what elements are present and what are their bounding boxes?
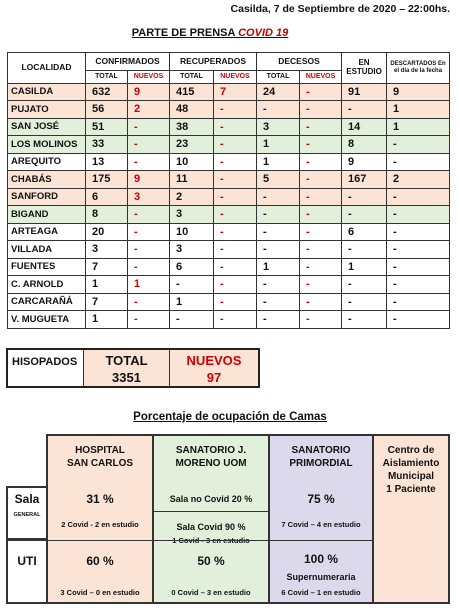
- prim-uti-note: 6 Covid – 1 en estudio: [281, 588, 361, 597]
- cell-ct: 7: [86, 258, 128, 276]
- cell-rn: -: [214, 241, 257, 259]
- cell-de: -: [387, 136, 450, 154]
- hospital-uti-pct: 60 %: [86, 554, 114, 568]
- cell-dn: -: [300, 276, 342, 294]
- cell-ee: 1: [342, 258, 387, 276]
- cell-de: 2: [387, 171, 450, 189]
- page-title: [0, 27, 420, 39]
- cell-rn: -: [214, 153, 257, 171]
- cell-rt: 11: [170, 171, 214, 189]
- cell-rt: 3: [170, 241, 214, 259]
- centro-l3: Municipal: [387, 471, 435, 482]
- cell-cn: -: [128, 136, 170, 154]
- cell-dn: -: [300, 258, 342, 276]
- cell-rn: -: [214, 293, 257, 311]
- uti-label: UTI: [17, 554, 37, 568]
- hisopados-nuevos: [170, 350, 258, 386]
- cell-localidad: V. MUGUETA: [8, 311, 86, 329]
- cell-rt: 10: [170, 153, 214, 171]
- header-decesos: DECESOS: [257, 53, 342, 71]
- hospital-uti-note: 3 Covid – 0 en estudio: [60, 588, 140, 597]
- cell-dt: 1: [257, 153, 300, 171]
- sala-label: Sala: [14, 492, 40, 506]
- sjm-sala-covid: Sala Covid 90 %: [176, 522, 246, 532]
- cell-dt: 1: [257, 258, 300, 276]
- table-row: [8, 293, 450, 311]
- cell-rt: -: [170, 276, 214, 294]
- cell-rt: 23: [170, 136, 214, 154]
- cell-ee: -: [342, 101, 387, 119]
- title-prefix: PARTE DE PRENSA: [131, 27, 239, 39]
- cell-localidad: CHABÁS: [8, 171, 86, 189]
- cell-rt: 2: [170, 188, 214, 206]
- cell-ee: -: [342, 188, 387, 206]
- cell-dn: -: [300, 153, 342, 171]
- cell-rn: -: [214, 276, 257, 294]
- cell-dt: 1: [257, 136, 300, 154]
- cell-ct: 175: [86, 171, 128, 189]
- cell-localidad: C. ARNOLD: [8, 276, 86, 294]
- cell-ct: 13: [86, 153, 128, 171]
- table-row: [8, 171, 450, 189]
- cell-ee: -: [342, 293, 387, 311]
- cell-de: 9: [387, 83, 450, 101]
- sub-nuevos: NUEVOS: [214, 70, 257, 83]
- cell-de: -: [387, 258, 450, 276]
- cell-cn: 1: [128, 276, 170, 294]
- cell-ee: -: [342, 241, 387, 259]
- hisopados-nuevos-value: 97: [206, 370, 222, 385]
- table-row: [8, 136, 450, 154]
- cell-ct: 3: [86, 241, 128, 259]
- cell-ee: 9: [342, 153, 387, 171]
- cell-rt: 3: [170, 206, 214, 224]
- sanatorio-primordial: [270, 434, 374, 604]
- cell-dn: -: [300, 311, 342, 329]
- cell-ct: 51: [86, 118, 128, 136]
- cell-ee: 6: [342, 223, 387, 241]
- cell-dn: -: [300, 206, 342, 224]
- table-row: [8, 118, 450, 136]
- cell-cn: -: [128, 311, 170, 329]
- prim-uti-pct: 100 %: [303, 552, 339, 566]
- table-row: [8, 153, 450, 171]
- table-row: [8, 241, 450, 259]
- cell-rn: -: [214, 311, 257, 329]
- cell-localidad: ARTEAGA: [8, 223, 86, 241]
- cell-ee: -: [342, 276, 387, 294]
- cell-cn: -: [128, 293, 170, 311]
- sjm-uti-note: 0 Covid – 3 en estudio: [171, 588, 251, 597]
- cell-localidad: BIGAND: [8, 206, 86, 224]
- table-row: [8, 258, 450, 276]
- table-body: [8, 83, 450, 328]
- row-label-uti: [6, 540, 46, 604]
- cell-rt: 415: [170, 83, 214, 101]
- sjm-uti-pct: 50 %: [197, 554, 225, 568]
- cell-de: -: [387, 223, 450, 241]
- cell-rt: 10: [170, 223, 214, 241]
- cell-localidad: SAN JOSÉ: [8, 118, 86, 136]
- cell-dt: 3: [257, 118, 300, 136]
- cell-rt: 1: [170, 293, 214, 311]
- cell-cn: 9: [128, 83, 170, 101]
- cell-dt: -: [257, 101, 300, 119]
- cell-localidad: LOS MOLINOS: [8, 136, 86, 154]
- cell-localidad: AREQUITO: [8, 153, 86, 171]
- cell-ct: 56: [86, 101, 128, 119]
- prim-name1: SANATORIO: [291, 445, 351, 456]
- hisopados-label: HISOPADOS: [8, 350, 84, 386]
- cell-cn: 9: [128, 171, 170, 189]
- cell-ee: 91: [342, 83, 387, 101]
- row-label-sala: [6, 486, 46, 540]
- hospital-name1: HOSPITAL: [75, 445, 125, 456]
- cell-cn: -: [128, 258, 170, 276]
- hisopados-total-value: 3351: [112, 370, 141, 385]
- cell-dn: -: [300, 241, 342, 259]
- cell-de: -: [387, 241, 450, 259]
- table-row: [8, 83, 450, 101]
- hisopados-box: [6, 348, 260, 388]
- cell-cn: -: [128, 223, 170, 241]
- sub-nuevos: NUEVOS: [128, 70, 170, 83]
- sub-total: TOTAL: [170, 70, 214, 83]
- table-row: [8, 188, 450, 206]
- sub-total: TOTAL: [257, 70, 300, 83]
- cell-rt: 6: [170, 258, 214, 276]
- hospital-sala-note: 2 Covid - 2 en estudio: [61, 520, 139, 529]
- cell-rn: -: [214, 101, 257, 119]
- prim-name2: PRIMORDIAL: [289, 458, 353, 469]
- centro-l1: Centro de: [387, 445, 435, 456]
- cell-ct: 632: [86, 83, 128, 101]
- hisopados-total: [84, 350, 170, 386]
- sjm-name1: SANATORIO J.: [175, 445, 247, 456]
- hisopados-total-label: TOTAL: [105, 353, 148, 368]
- sub-nuevos: NUEVOS: [300, 70, 342, 83]
- hospital-san-carlos: [46, 434, 154, 604]
- cell-ct: 20: [86, 223, 128, 241]
- cell-ee: 8: [342, 136, 387, 154]
- prim-sala-pct: 75 %: [307, 492, 335, 506]
- cell-cn: -: [128, 118, 170, 136]
- cell-localidad: CASILDA: [8, 83, 86, 101]
- cell-rn: 7: [214, 83, 257, 101]
- table-row: [8, 206, 450, 224]
- cell-dt: -: [257, 188, 300, 206]
- cell-ee: 14: [342, 118, 387, 136]
- cell-localidad: FUENTES: [8, 258, 86, 276]
- cell-dt: -: [257, 311, 300, 329]
- centro-l2: Aislamiento: [382, 458, 440, 469]
- title-emph: COVID 19: [238, 27, 289, 39]
- cell-ct: 1: [86, 276, 128, 294]
- cell-dn: -: [300, 101, 342, 119]
- cell-dn: -: [300, 223, 342, 241]
- cell-rn: -: [214, 223, 257, 241]
- divider-sala-uti: [6, 540, 374, 541]
- cell-ee: -: [342, 311, 387, 329]
- cell-de: -: [387, 206, 450, 224]
- header-en-estudio: EN ESTUDIO: [342, 53, 387, 84]
- divider-sjm-sala: [154, 511, 270, 512]
- table-row: [8, 276, 450, 294]
- centro-aislamiento: [374, 434, 450, 604]
- cell-rn: -: [214, 136, 257, 154]
- cell-rn: -: [214, 258, 257, 276]
- cell-ee: 167: [342, 171, 387, 189]
- table-row: [8, 311, 450, 329]
- cell-de: -: [387, 276, 450, 294]
- cell-localidad: SANFORD: [8, 188, 86, 206]
- cell-ct: 33: [86, 136, 128, 154]
- cell-ct: 6: [86, 188, 128, 206]
- cell-dn: -: [300, 293, 342, 311]
- centro-l4: 1 Paciente: [386, 484, 436, 495]
- cell-ct: 7: [86, 293, 128, 311]
- cell-rt: 38: [170, 118, 214, 136]
- cell-rn: -: [214, 206, 257, 224]
- table-row: [8, 101, 450, 119]
- cell-ct: 1: [86, 311, 128, 329]
- cell-de: -: [387, 188, 450, 206]
- cell-cn: 2: [128, 101, 170, 119]
- sanatorio-jmoreno: [154, 434, 270, 604]
- cell-ee: -: [342, 206, 387, 224]
- table-row: [8, 223, 450, 241]
- cell-rt: -: [170, 311, 214, 329]
- dateline: Casilda, 7 de Septiembre de 2020 – 22:00hs.: [230, 3, 450, 15]
- sjm-sala-no-covid: Sala no Covid 20 %: [169, 494, 253, 504]
- cell-dt: -: [257, 276, 300, 294]
- header-localidad: LOCALIDAD: [8, 53, 86, 84]
- cell-dt: 5: [257, 171, 300, 189]
- sala-sub: GENERAL: [13, 512, 41, 518]
- cell-localidad: CARCARAÑÁ: [8, 293, 86, 311]
- prim-uti-sub: Supernumeraria: [286, 572, 356, 582]
- cell-de: -: [387, 153, 450, 171]
- cell-rn: -: [214, 188, 257, 206]
- cell-rt: 48: [170, 101, 214, 119]
- cell-cn: -: [128, 206, 170, 224]
- header-descartados: DESCARTADOS En el día de la fecha: [387, 53, 450, 84]
- cell-de: 1: [387, 118, 450, 136]
- prim-sala-note: 7 Covid – 4 en estudio: [281, 520, 361, 529]
- header-recuperados: RECUPERADOS: [170, 53, 257, 71]
- sjm-name2: MORENO UOM: [175, 458, 247, 469]
- cell-cn: 3: [128, 188, 170, 206]
- cases-table: [7, 52, 450, 329]
- cell-de: -: [387, 293, 450, 311]
- cell-dn: -: [300, 188, 342, 206]
- hisopados-nuevos-label: NUEVOS: [186, 353, 242, 368]
- cell-rn: -: [214, 171, 257, 189]
- cell-dt: -: [257, 206, 300, 224]
- hospital-name2: SAN CARLOS: [66, 458, 134, 469]
- cell-ct: 8: [86, 206, 128, 224]
- cell-de: 1: [387, 101, 450, 119]
- cell-cn: -: [128, 241, 170, 259]
- cell-dn: -: [300, 171, 342, 189]
- cell-dn: -: [300, 83, 342, 101]
- cell-localidad: PUJATO: [8, 101, 86, 119]
- cell-de: -: [387, 311, 450, 329]
- cell-dn: -: [300, 118, 342, 136]
- cell-dt: -: [257, 241, 300, 259]
- cell-dn: -: [300, 136, 342, 154]
- header-confirmados: CONFIRMADOS: [86, 53, 170, 71]
- sub-total: TOTAL: [86, 70, 128, 83]
- cell-rn: -: [214, 118, 257, 136]
- cell-dt: -: [257, 223, 300, 241]
- hospital-sala-pct: 31 %: [86, 492, 114, 506]
- cell-dt: 24: [257, 83, 300, 101]
- cell-dt: -: [257, 293, 300, 311]
- cell-localidad: VILLADA: [8, 241, 86, 259]
- camas-title: Porcentaje de ocupación de Camas: [133, 411, 327, 423]
- cell-cn: -: [128, 153, 170, 171]
